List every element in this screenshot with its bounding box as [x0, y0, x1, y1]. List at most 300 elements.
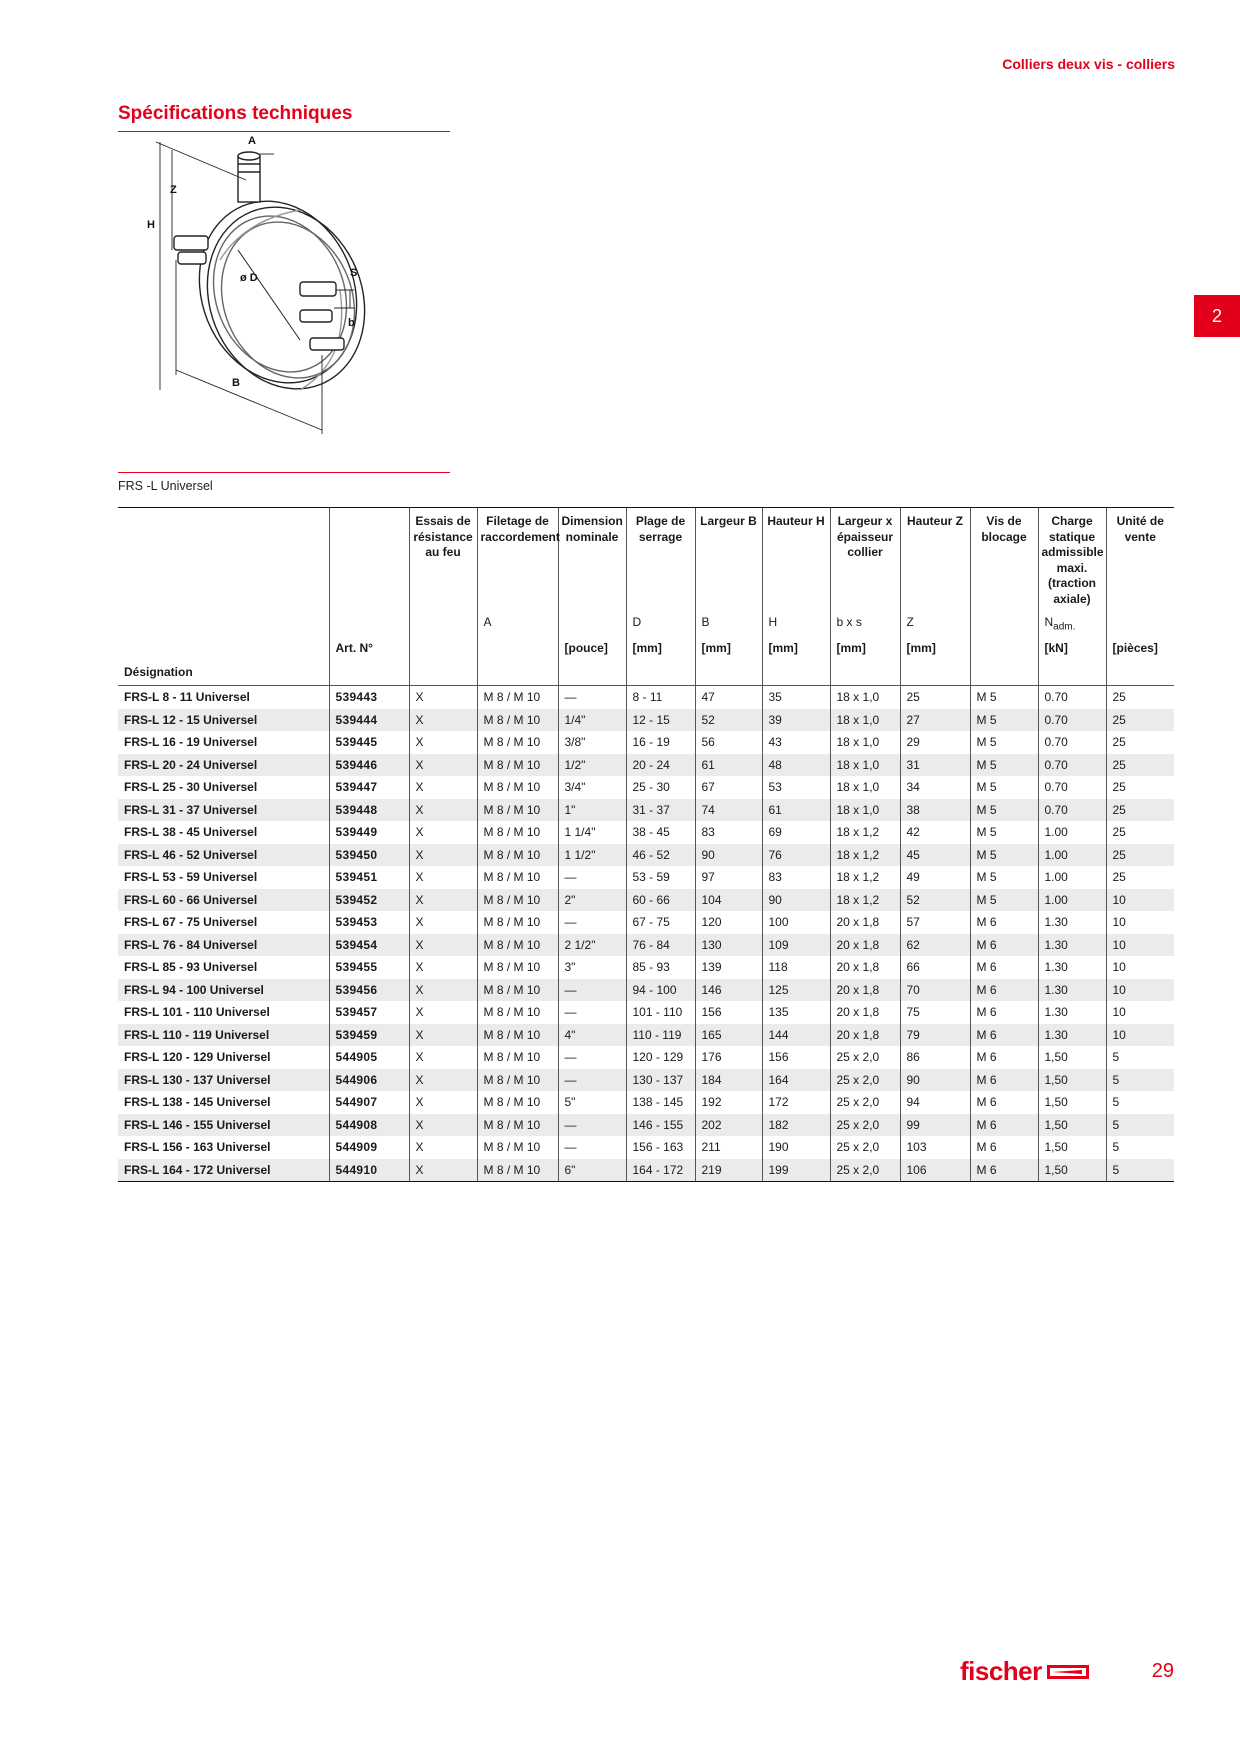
header-blank: [762, 661, 830, 686]
nominal-size-cell: —: [558, 1136, 626, 1159]
article-number-cell: 539445: [329, 731, 409, 754]
fire-test-cell: X: [409, 686, 477, 709]
height-cell: 125: [762, 979, 830, 1002]
z-height-cell: 99: [900, 1114, 970, 1137]
article-number-cell: 539452: [329, 889, 409, 912]
designation-cell: FRS-L 120 - 129 Universel: [124, 1050, 271, 1065]
height-cell: 61: [762, 799, 830, 822]
clamping-range-cell: 25 - 30: [626, 776, 695, 799]
load-cell: 1,50: [1038, 1091, 1106, 1114]
designation-cell: FRS-L 8 - 11 Universel: [124, 690, 250, 705]
designation-cell: FRS-L 31 - 37 Universel: [118, 799, 329, 822]
header-designation: Désignation: [118, 661, 329, 686]
sales-unit-cell: 5: [1106, 1069, 1174, 1092]
z-height-cell: 106: [900, 1159, 970, 1182]
thread-cell: M 8 / M 10: [477, 911, 558, 934]
band-size-cell: 20 x 1,8: [830, 1001, 900, 1024]
z-height-cell: 103: [900, 1136, 970, 1159]
header-blank: [329, 611, 409, 637]
load-cell: 1,50: [1038, 1114, 1106, 1137]
load-cell: 0.70: [1038, 799, 1106, 822]
spec-table: [118, 507, 1174, 1182]
table-row: [118, 866, 1174, 889]
clamping-range-cell: 20 - 24: [626, 754, 695, 777]
header-band: Largeur x épaisseur collier: [830, 508, 900, 611]
article-number-cell: 539450: [329, 844, 409, 867]
article-number-cell: 539448: [329, 799, 409, 822]
designation-cell: FRS-L 138 - 145 Universel: [124, 1095, 271, 1110]
chapter-tab[interactable]: 2: [1194, 295, 1240, 337]
height-cell: 135: [762, 1001, 830, 1024]
table-row: [118, 754, 1174, 777]
band-size-cell: 20 x 1,8: [830, 911, 900, 934]
width-cell: 47: [695, 686, 762, 709]
header-height-unit: [mm]: [762, 637, 830, 661]
band-size-cell: 18 x 1,0: [830, 731, 900, 754]
nominal-size-cell: —: [558, 686, 626, 709]
article-number-cell: 539457: [329, 1001, 409, 1024]
table-row: [118, 1069, 1174, 1092]
sales-unit-cell: 10: [1106, 934, 1174, 957]
clamping-range-cell: 101 - 110: [626, 1001, 695, 1024]
height-cell: 53: [762, 776, 830, 799]
height-cell: 144: [762, 1024, 830, 1047]
article-number-cell: 539449: [329, 821, 409, 844]
sales-unit-cell: 10: [1106, 1001, 1174, 1024]
label-B: B: [232, 377, 240, 389]
height-cell: 83: [762, 866, 830, 889]
table-row: [118, 979, 1174, 1002]
fire-test-cell: X: [409, 1046, 477, 1069]
section-title: Spécifications techniques: [118, 103, 450, 132]
clamping-range-cell: 85 - 93: [626, 956, 695, 979]
screw-cell: M 6: [970, 1114, 1038, 1137]
width-cell: 120: [695, 911, 762, 934]
height-cell: 199: [762, 1159, 830, 1182]
width-cell: 67: [695, 776, 762, 799]
height-cell: 48: [762, 754, 830, 777]
header-band-symbol: b x s: [830, 611, 900, 637]
z-height-cell: 79: [900, 1024, 970, 1047]
fire-test-cell: X: [409, 1024, 477, 1047]
screw-cell: M 5: [970, 731, 1038, 754]
label-b: b: [348, 317, 355, 329]
load-cell: 1.00: [1038, 889, 1106, 912]
screw-cell: M 6: [970, 1091, 1038, 1114]
sales-unit-cell: 10: [1106, 979, 1174, 1002]
fire-test-cell: X: [409, 911, 477, 934]
header-blank: [970, 637, 1038, 661]
thread-cell: M 8 / M 10: [477, 1024, 558, 1047]
header-load-unit: [kN]: [1038, 637, 1106, 661]
band-size-cell: 20 x 1,8: [830, 956, 900, 979]
band-size-cell: 18 x 1,2: [830, 844, 900, 867]
nominal-size-cell: 1 1/4": [558, 821, 626, 844]
clamping-range-cell: 8 - 11: [626, 686, 695, 709]
load-cell: 1.30: [1038, 911, 1106, 934]
band-size-cell: 18 x 1,2: [830, 821, 900, 844]
width-cell: 56: [695, 731, 762, 754]
screw-cell: M 6: [970, 1001, 1038, 1024]
height-cell: 39: [762, 709, 830, 732]
band-size-cell: 25 x 2,0: [830, 1136, 900, 1159]
nominal-size-cell: 2 1/2": [558, 934, 626, 957]
thread-cell: M 8 / M 10: [477, 979, 558, 1002]
table-row: [118, 1046, 1174, 1069]
sales-unit-cell: 10: [1106, 956, 1174, 979]
table-row: [118, 1136, 1174, 1159]
fire-test-cell: X: [409, 889, 477, 912]
nominal-size-cell: 3/8": [558, 731, 626, 754]
header-z-symbol: Z: [900, 611, 970, 637]
pipe-clamp-diagram: [147, 135, 420, 470]
sales-unit-cell: 25: [1106, 866, 1174, 889]
load-cell: 1.00: [1038, 821, 1106, 844]
header-designation-spacer: [118, 508, 329, 611]
designation-cell: FRS-L 94 - 100 Universel: [118, 979, 329, 1002]
height-cell: 76: [762, 844, 830, 867]
thread-cell: M 8 / M 10: [477, 776, 558, 799]
width-cell: 202: [695, 1114, 762, 1137]
header-blank: [329, 661, 409, 686]
height-cell: 182: [762, 1114, 830, 1137]
band-size-cell: 25 x 2,0: [830, 1069, 900, 1092]
z-height-cell: 90: [900, 1069, 970, 1092]
nominal-size-cell: 1/4": [558, 709, 626, 732]
load-cell: 1,50: [1038, 1069, 1106, 1092]
table-row: [118, 1001, 1174, 1024]
header-width-symbol: B: [695, 611, 762, 637]
sales-unit-cell: 5: [1106, 1159, 1174, 1182]
header-z-unit: [mm]: [900, 637, 970, 661]
nominal-size-cell: 1": [558, 799, 626, 822]
article-number-cell: 544905: [329, 1046, 409, 1069]
width-cell: 130: [695, 934, 762, 957]
band-size-cell: 18 x 1,0: [830, 754, 900, 777]
article-number-cell: 539451: [329, 866, 409, 889]
sales-unit-cell: 25: [1106, 821, 1174, 844]
screw-cell: M 5: [970, 799, 1038, 822]
thread-cell: M 8 / M 10: [477, 1046, 558, 1069]
article-number-cell: 539455: [329, 956, 409, 979]
designation-cell: FRS-L 146 - 155 Universel: [118, 1114, 329, 1137]
thread-cell: M 8 / M 10: [477, 821, 558, 844]
header-blank: [626, 661, 695, 686]
header-thread-symbol: A: [477, 611, 558, 637]
table-row: [118, 934, 1174, 957]
article-number-cell: 544907: [329, 1091, 409, 1114]
designation-cell: FRS-L 53 - 59 Universel: [124, 870, 258, 885]
band-size-cell: 20 x 1,8: [830, 1024, 900, 1047]
designation-cell: FRS-L 101 - 110 Universel: [124, 1005, 270, 1020]
nominal-size-cell: 1 1/2": [558, 844, 626, 867]
header-blank: [409, 661, 477, 686]
header-height-symbol: H: [762, 611, 830, 637]
header-blank: [900, 661, 970, 686]
load-cell: 1.30: [1038, 979, 1106, 1002]
width-cell: 97: [695, 866, 762, 889]
clamping-range-cell: 156 - 163: [626, 1136, 695, 1159]
nominal-size-cell: —: [558, 911, 626, 934]
thread-cell: M 8 / M 10: [477, 1136, 558, 1159]
clamping-range-cell: 67 - 75: [626, 911, 695, 934]
table-row: [118, 731, 1174, 754]
height-cell: 43: [762, 731, 830, 754]
sales-unit-cell: 25: [1106, 776, 1174, 799]
load-cell: 1.00: [1038, 844, 1106, 867]
header-height: Hauteur H: [762, 508, 830, 611]
fire-test-cell: X: [409, 754, 477, 777]
table-row: [118, 799, 1174, 822]
sales-unit-cell: 10: [1106, 889, 1174, 912]
width-cell: 156: [695, 1001, 762, 1024]
width-cell: 192: [695, 1091, 762, 1114]
screw-cell: M 5: [970, 821, 1038, 844]
z-height-cell: 34: [900, 776, 970, 799]
z-height-cell: 86: [900, 1046, 970, 1069]
z-height-cell: 49: [900, 866, 970, 889]
thread-cell: M 8 / M 10: [477, 1069, 558, 1092]
screw-cell: M 6: [970, 1046, 1038, 1069]
screw-cell: M 6: [970, 1069, 1038, 1092]
fire-test-cell: X: [409, 979, 477, 1002]
header-blank: [477, 661, 558, 686]
label-H: H: [147, 219, 155, 231]
header-width-unit: [mm]: [695, 637, 762, 661]
width-cell: 219: [695, 1159, 762, 1182]
thread-cell: M 8 / M 10: [477, 731, 558, 754]
fire-test-cell: X: [409, 866, 477, 889]
designation-cell: FRS-L 85 - 93 Universel: [124, 960, 258, 975]
height-cell: 109: [762, 934, 830, 957]
thread-cell: M 8 / M 10: [477, 956, 558, 979]
fire-test-cell: X: [409, 776, 477, 799]
z-height-cell: 94: [900, 1091, 970, 1114]
header-blank: [118, 611, 329, 637]
article-number-cell: 544906: [329, 1069, 409, 1092]
designation-cell: FRS-L 156 - 163 Universel: [124, 1140, 271, 1155]
nominal-size-cell: 6": [558, 1159, 626, 1182]
sales-unit-cell: 25: [1106, 709, 1174, 732]
clamping-range-cell: 31 - 37: [626, 799, 695, 822]
label-A: A: [248, 135, 256, 147]
sales-unit-cell: 25: [1106, 686, 1174, 709]
screw-cell: M 5: [970, 889, 1038, 912]
clamping-range-cell: 146 - 155: [626, 1114, 695, 1137]
height-cell: 164: [762, 1069, 830, 1092]
clamping-range-cell: 60 - 66: [626, 889, 695, 912]
header-thread: Filetage de raccordement: [477, 508, 558, 611]
nominal-size-cell: —: [558, 1001, 626, 1024]
load-cell: 0.70: [1038, 709, 1106, 732]
nominal-size-cell: —: [558, 1046, 626, 1069]
screw-cell: M 5: [970, 776, 1038, 799]
designation-cell: FRS-L 20 - 24 Universel: [118, 754, 329, 777]
screw-cell: M 6: [970, 956, 1038, 979]
screw-cell: M 6: [970, 1024, 1038, 1047]
load-cell: 0.70: [1038, 731, 1106, 754]
article-number-cell: 539443: [329, 686, 409, 709]
clamping-range-cell: 76 - 84: [626, 934, 695, 957]
z-height-cell: 27: [900, 709, 970, 732]
thread-cell: M 8 / M 10: [477, 1114, 558, 1137]
screw-cell: M 5: [970, 866, 1038, 889]
clamping-range-cell: 110 - 119: [626, 1024, 695, 1047]
width-cell: 184: [695, 1069, 762, 1092]
header-nominal: Dimension nominale: [558, 508, 626, 611]
z-height-cell: 70: [900, 979, 970, 1002]
table-row: [118, 911, 1174, 934]
sales-unit-cell: 5: [1106, 1114, 1174, 1137]
width-cell: 74: [695, 799, 762, 822]
table-row: [118, 1091, 1174, 1114]
height-cell: 100: [762, 911, 830, 934]
header-blank: [970, 611, 1038, 637]
nominal-size-cell: 3/4": [558, 776, 626, 799]
header-load-symbol: $N_{adm.}$: [1038, 611, 1106, 637]
figure-caption: FRS -L Universel: [118, 479, 213, 493]
label-S: S: [350, 267, 358, 279]
thread-cell: M 8 / M 10: [477, 1001, 558, 1024]
z-height-cell: 29: [900, 731, 970, 754]
table-row: [118, 889, 1174, 912]
sales-unit-cell: 25: [1106, 754, 1174, 777]
screw-cell: M 5: [970, 686, 1038, 709]
z-height-cell: 38: [900, 799, 970, 822]
load-cell: 0.70: [1038, 776, 1106, 799]
clamping-range-cell: 38 - 45: [626, 821, 695, 844]
header-z: Hauteur Z: [900, 508, 970, 611]
sales-unit-cell: 5: [1106, 1136, 1174, 1159]
designation-cell: FRS-L 46 - 52 Universel: [118, 844, 329, 867]
table-row: [118, 709, 1174, 732]
load-cell: 1,50: [1038, 1136, 1106, 1159]
designation-cell: FRS-L 60 - 66 Universel: [118, 889, 329, 912]
designation-cell: FRS-L 76 - 84 Universel: [118, 934, 329, 957]
article-number-cell: 539444: [329, 709, 409, 732]
height-cell: 190: [762, 1136, 830, 1159]
header-blank: [558, 661, 626, 686]
header-art: Art. N°: [329, 637, 409, 661]
header-blank: [1106, 611, 1174, 637]
label-D: ø D: [240, 272, 258, 284]
header-range-symbol: D: [626, 611, 695, 637]
fischer-logo: [960, 1656, 1090, 1687]
designation-cell: FRS-L 12 - 15 Universel: [118, 709, 329, 732]
sales-unit-cell: 10: [1106, 911, 1174, 934]
header-nominal-unit: [pouce]: [558, 637, 626, 661]
article-number-cell: 539459: [329, 1024, 409, 1047]
sales-unit-cell: 25: [1106, 731, 1174, 754]
header-band-unit: [mm]: [830, 637, 900, 661]
load-cell: 0.70: [1038, 686, 1106, 709]
header-width: Largeur B: [695, 508, 762, 611]
thread-cell: M 8 / M 10: [477, 866, 558, 889]
table-row: [118, 956, 1174, 979]
band-size-cell: 18 x 1,0: [830, 686, 900, 709]
header-sales-unit-label: [pièces]: [1106, 637, 1174, 661]
nominal-size-cell: 1/2": [558, 754, 626, 777]
band-size-cell: 20 x 1,8: [830, 979, 900, 1002]
screw-cell: M 6: [970, 979, 1038, 1002]
load-cell: 1.30: [1038, 1001, 1106, 1024]
thread-cell: M 8 / M 10: [477, 754, 558, 777]
band-size-cell: 25 x 2,0: [830, 1114, 900, 1137]
fire-test-cell: X: [409, 1159, 477, 1182]
screw-cell: M 5: [970, 709, 1038, 732]
width-cell: 139: [695, 956, 762, 979]
screw-cell: M 6: [970, 934, 1038, 957]
band-size-cell: 25 x 2,0: [830, 1159, 900, 1182]
designation-cell: FRS-L 110 - 119 Universel: [118, 1024, 329, 1047]
header-range: Plage de serrage: [626, 508, 695, 611]
screw-cell: M 6: [970, 911, 1038, 934]
z-height-cell: 45: [900, 844, 970, 867]
thread-cell: M 8 / M 10: [477, 799, 558, 822]
z-height-cell: 31: [900, 754, 970, 777]
spec-table-body: [118, 686, 1174, 1182]
fire-test-cell: X: [409, 956, 477, 979]
header-sales-unit: Unité de vente: [1106, 508, 1174, 611]
designation-cell: FRS-L 164 - 172 Universel: [118, 1159, 329, 1182]
z-height-cell: 75: [900, 1001, 970, 1024]
header-blank: [409, 637, 477, 661]
z-height-cell: 62: [900, 934, 970, 957]
table-row: [118, 1024, 1174, 1047]
fire-test-cell: X: [409, 821, 477, 844]
height-cell: 156: [762, 1046, 830, 1069]
band-size-cell: 25 x 2,0: [830, 1046, 900, 1069]
band-size-cell: 18 x 1,2: [830, 866, 900, 889]
band-size-cell: 18 x 1,0: [830, 776, 900, 799]
header-blank: [1038, 661, 1106, 686]
thread-cell: M 8 / M 10: [477, 686, 558, 709]
clamping-range-cell: 16 - 19: [626, 731, 695, 754]
thread-cell: M 8 / M 10: [477, 1159, 558, 1182]
load-cell: 1,50: [1038, 1159, 1106, 1182]
header-blank: [558, 611, 626, 637]
table-row: [118, 1159, 1174, 1182]
header-load: Charge statique admissible maxi. (traction axiale): [1038, 508, 1106, 611]
header-blank: [1106, 661, 1174, 686]
header-blank: [830, 661, 900, 686]
width-cell: 52: [695, 709, 762, 732]
sales-unit-cell: 25: [1106, 799, 1174, 822]
band-size-cell: 20 x 1,8: [830, 934, 900, 957]
width-cell: 83: [695, 821, 762, 844]
load-cell: 1.00: [1038, 866, 1106, 889]
clamping-range-cell: 120 - 129: [626, 1046, 695, 1069]
fire-test-cell: X: [409, 799, 477, 822]
nominal-size-cell: 3": [558, 956, 626, 979]
article-number-cell: 539447: [329, 776, 409, 799]
fire-test-cell: X: [409, 709, 477, 732]
width-cell: 104: [695, 889, 762, 912]
nominal-size-cell: —: [558, 866, 626, 889]
clamping-range-cell: 12 - 15: [626, 709, 695, 732]
z-height-cell: 57: [900, 911, 970, 934]
clamping-range-cell: 53 - 59: [626, 866, 695, 889]
article-number-cell: 539453: [329, 911, 409, 934]
screw-cell: M 5: [970, 844, 1038, 867]
width-cell: 61: [695, 754, 762, 777]
label-Z: Z: [170, 184, 177, 196]
header-art-spacer: [329, 508, 409, 611]
article-number-cell: 544908: [329, 1114, 409, 1137]
table-row: [118, 821, 1174, 844]
article-number-cell: 539456: [329, 979, 409, 1002]
sales-unit-cell: 25: [1106, 844, 1174, 867]
